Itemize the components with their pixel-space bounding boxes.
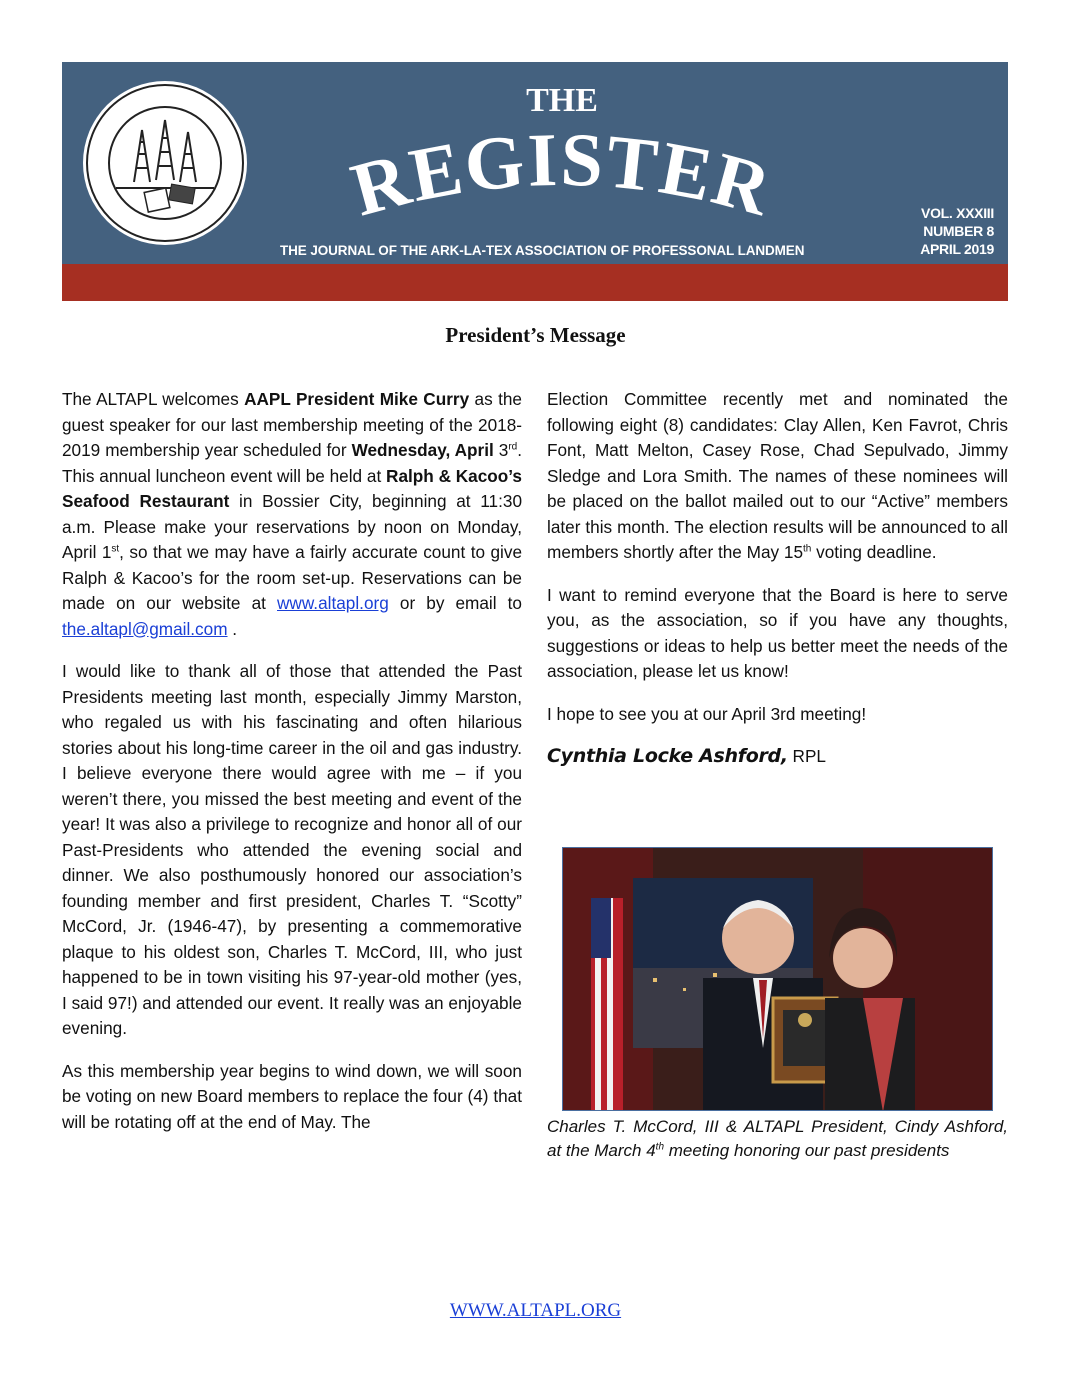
signature-name: Cynthia Locke Ashford, xyxy=(547,745,788,767)
association-seal-logo xyxy=(82,80,248,246)
paragraph: I would like to thank all of those that attended the Past Presidents meeting last month, especially Jimmy Marston, who regaled us with his fascinating and often hilarious stories about his long-time career in the oil and gas industry. I believe everyone there would agree with me – if you weren’t there, you missed the best meeting and event of the year! It was also a privilege to recognize and honor all of our Past-Presidents who attended the evening social and dinner. We also posthumously honored our association’s founding member and first president, Charles T. “Scotty” McCord, Jr. (1946-47), by presenting a commemorative plaque to his oldest son, Charles T. McCord, III, who just happened to be in town visiting his 97-year-old mother (yes, I said 97!) and attended our event. It really was an enjoyable evening. xyxy=(62,661,522,1038)
footer xyxy=(0,1300,1071,1322)
email-link[interactable]: the.altapl@gmail.com xyxy=(62,618,228,639)
number-label: NUMBER 8 xyxy=(923,223,994,239)
issue-info xyxy=(920,204,994,258)
svg-text:REGISTER xyxy=(343,120,781,232)
masthead-title-text: REGISTER xyxy=(343,120,781,233)
photo-caption: Charles T. McCord, III & ALTAPL President, Cindy Ashford, at the March 4th meeting honoring our past presidents xyxy=(547,1117,1008,1160)
paragraph: The ALTAPL welcomes AAPL President Mike Curry as the guest speaker for our last membership meeting of the 2018-2019 membership year scheduled for Wednesday, April 3rd. This annual luncheon event will be held at Ralph & Kacoo’s Seafood Restaurant in Bossier City, beginning at 11:30 a.m. Please make your reservations by noon on Monday, April 1st, so that we may have a fairly accurate count to give Ralph & Kacoo’s for the room set-up. Reservations can be made on our website at www.altapl.org or by email to the.altapl@gmail.com . xyxy=(62,389,523,639)
paragraph: As this membership year begins to wind down, we will soon be voting on new Board members to replace the four (4) that will be rotating off at the end of May. The xyxy=(62,1060,522,1132)
masthead-title xyxy=(302,120,822,240)
website-link[interactable]: www.altapl.org xyxy=(277,593,389,613)
left-column xyxy=(62,387,522,1152)
footer-website-link[interactable]: WWW.ALTAPL.ORG xyxy=(449,1300,622,1321)
signature-title: RPL xyxy=(787,746,826,766)
masthead-red-bar xyxy=(62,264,1008,301)
volume-label: VOL. XXXIII xyxy=(921,205,994,221)
event-photo xyxy=(562,847,993,1111)
event-photo-image xyxy=(563,848,993,1111)
masthead-the: THE xyxy=(526,82,598,119)
paragraph: Election Committee recently met and nominated the following eight (8) candidates: Clay Allen, Ken Favrot, Chris Font, Matt Melton, Casey Rose, Chad Sepulvado, Jimmy Sledge and Lora Smith. The names of these nominees will be placed on the ballot mailed out to our “Active” members later this month. The election results will be announced to all members shortly after the May 15th voting deadline. xyxy=(547,389,1008,562)
date-label: APRIL 2019 xyxy=(920,241,994,257)
masthead xyxy=(62,62,1008,264)
paragraph: I hope to see you at our April 3rd meeting! xyxy=(547,703,867,724)
masthead-tagline: THE JOURNAL OF THE ARK-LA-TEX ASSOCIATION OF PROFESSONAL LANDMEN xyxy=(280,243,805,258)
paragraph: I want to remind everyone that the Board is here to serve you, as the association, so if you have any thoughts, suggestions or ideas to help us better meet the needs of the association, please let us know! xyxy=(547,584,1008,681)
page-title: President’s Message xyxy=(445,323,626,347)
signature xyxy=(547,744,1008,770)
right-column xyxy=(547,387,1008,770)
